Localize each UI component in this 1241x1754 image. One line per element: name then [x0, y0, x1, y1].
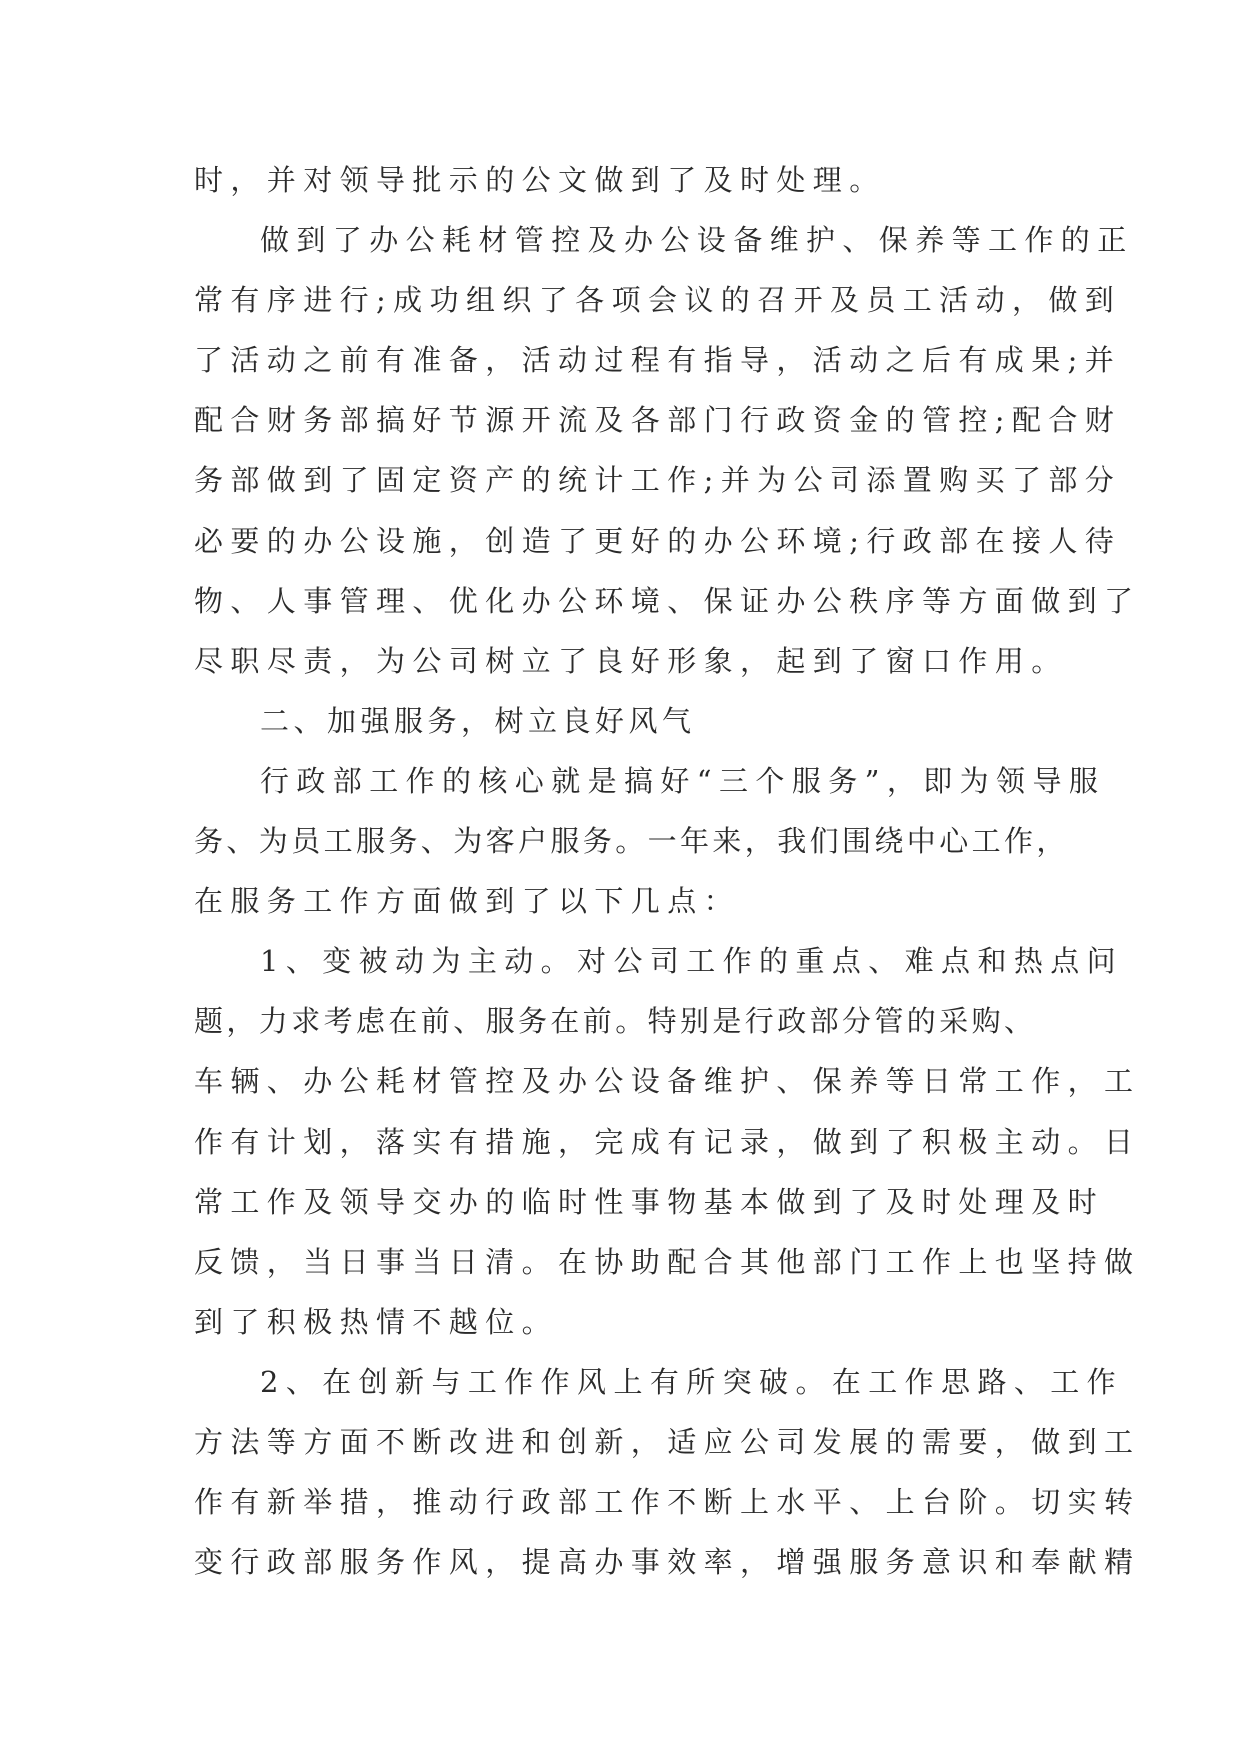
text-line: 尽职尽责，为公司树立了良好形象，起到了窗口作用。	[194, 643, 1068, 678]
text-line: 反馈，当日事当日清。在协助配合其他部门工作上也坚持做	[194, 1244, 1141, 1279]
text-line: 物、人事管理、优化办公环境、保证办公秩序等方面做到了	[194, 583, 1141, 618]
text-line: 务、为员工服务、为客户服务。一年来，我们围绕中心工作，	[194, 824, 1069, 859]
text-line: 在服务工作方面做到了以下几点：	[194, 884, 741, 919]
paragraph-first-line: 1、变被动为主动。对公司工作的重点、难点和热点问	[260, 944, 1124, 979]
paragraph-first-line: 2、在创新与工作作风上有所突破。在工作思路、工作	[260, 1364, 1124, 1399]
text-line: 题，力求考虑在前、服务在前。特别是行政部分管的采购、	[194, 1004, 1037, 1039]
text-line: 常有序进行;成功组织了各项会议的召开及员工活动，做到	[194, 283, 1122, 318]
text-line: 作有新举措，推动行政部工作不断上水平、上台阶。切实转	[194, 1485, 1141, 1520]
text-line: 配合财务部搞好节源开流及各部门行政资金的管控;配合财	[194, 403, 1122, 438]
paragraph-first-line: 行政部工作的核心就是搞好“三个服务”，即为领导服	[260, 763, 1106, 798]
text-line: 常工作及领导交办的临时性事物基本做到了及时处理及时	[194, 1184, 1105, 1219]
text-line: 了活动之前有准备，活动过程有指导，活动之后有成果;并	[194, 343, 1122, 378]
text-line: 方法等方面不断改进和创新，适应公司发展的需要，做到工	[194, 1424, 1141, 1459]
section-heading: 二、加强服务，树立良好风气	[260, 703, 696, 738]
paragraph-first-line: 做到了办公耗材管控及办公设备维护、保养等工作的正	[260, 223, 1134, 258]
text-line: 车辆、办公耗材管控及办公设备维护、保养等日常工作，工	[194, 1064, 1141, 1099]
document-body	[194, 150, 1141, 1592]
text-line: 变行政部服务作风，提高办事效率，增强服务意识和奉献精	[194, 1545, 1141, 1580]
text-line: 时，并对领导批示的公文做到了及时处理。	[194, 163, 886, 197]
text-line: 到了积极热情不越位。	[194, 1304, 559, 1339]
text-line: 务部做到了固定资产的统计工作;并为公司添置购买了部分	[194, 463, 1122, 498]
text-line: 必要的办公设施，创造了更好的办公环境;行政部在接人待	[194, 523, 1122, 558]
text-line: 作有计划，落实有措施，完成有记录，做到了积极主动。日	[194, 1124, 1141, 1159]
